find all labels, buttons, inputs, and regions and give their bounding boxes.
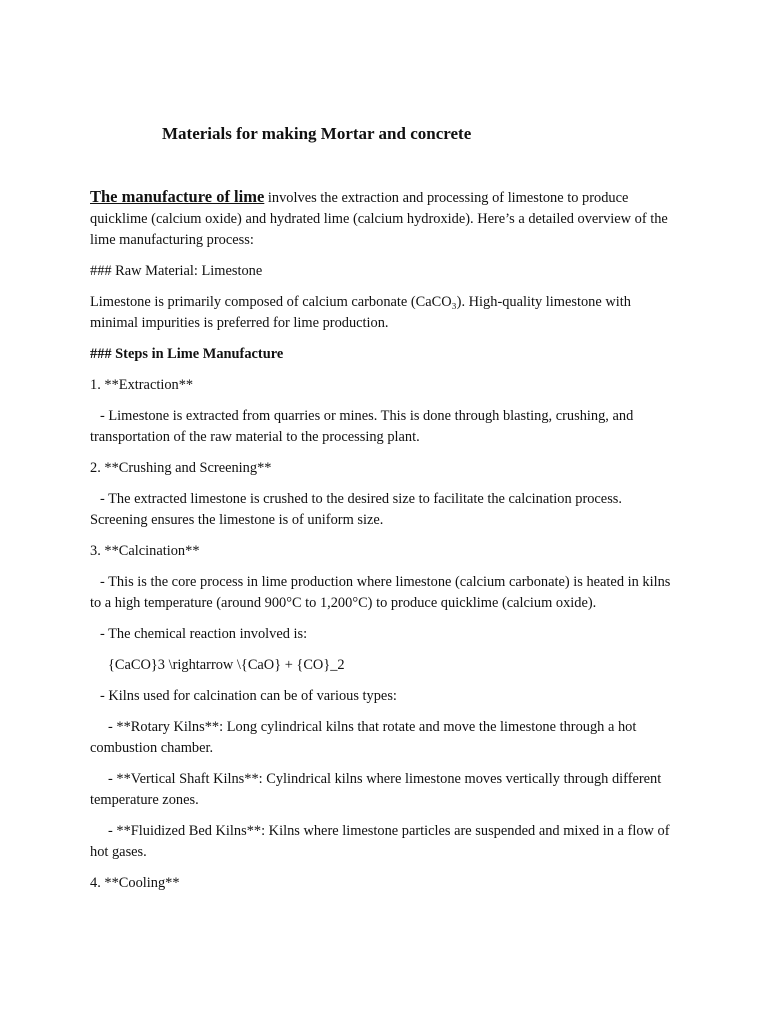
kiln-vertical-shaft: - **Vertical Shaft Kilns**: Cylindrical kilns where limestone moves vertically through different temperature zones. (90, 771, 662, 808)
step-3-reaction: {CaCO}3 \rightarrow \{CaO} + {CO}_2 (108, 657, 345, 673)
step-1-title: 1. **Extraction** (90, 377, 194, 393)
step-3-title: 3. **Calcination** (90, 543, 200, 559)
kiln-fluidized-bed: - **Fluidized Bed Kilns**: Kilns where limestone particles are suspended and mixed in a flow of hot gases. (90, 823, 670, 860)
document-body (90, 186, 680, 904)
step-3-kilns-intro: - Kilns used for calcination can be of various types: (100, 688, 397, 704)
raw-material-heading: ### Raw Material: Limestone (90, 263, 263, 279)
step-4-title: 4. **Cooling** (90, 875, 180, 891)
steps-heading: ### Steps in Lime Manufacture (90, 346, 284, 362)
intro-text: involves the extraction and processing of limestone to produce quicklime (calcium oxide) and hydrated lime (calcium hydroxide). Here’s a detailed overview of the lime manufacturing process: (90, 190, 668, 248)
step-3-reaction-intro: - The chemical reaction involved is: (100, 626, 308, 642)
step-2-text: - The extracted limestone is crushed to the desired size to facilitate the calcination process. Screening ensures the limestone is of uniform size. (90, 491, 622, 528)
step-2-title: 2. **Crushing and Screening** (90, 460, 272, 476)
intro-lead: The manufacture of lime (90, 187, 265, 206)
kiln-rotary: - **Rotary Kilns**: Long cylindrical kilns that rotate and move the limestone through a hot combustion chamber. (90, 719, 637, 756)
intro-paragraph (90, 186, 680, 251)
page-title: Materials for making Mortar and concrete (162, 124, 472, 143)
step-1-text: - Limestone is extracted from quarries or mines. This is done through blasting, crushing, and transportation of the raw material to the processing plant. (90, 408, 634, 445)
step-3-text: - This is the core process in lime production where limestone (calcium carbonate) is heated in kilns to a high temperature (around 900°C to 1,200°C) to produce quicklime (calcium oxide). (90, 574, 671, 611)
raw-material-text: Limestone is primarily composed of calcium carbonate (CaCO₃). High-quality limestone with minimal impurities is preferred for lime production. (90, 294, 631, 331)
